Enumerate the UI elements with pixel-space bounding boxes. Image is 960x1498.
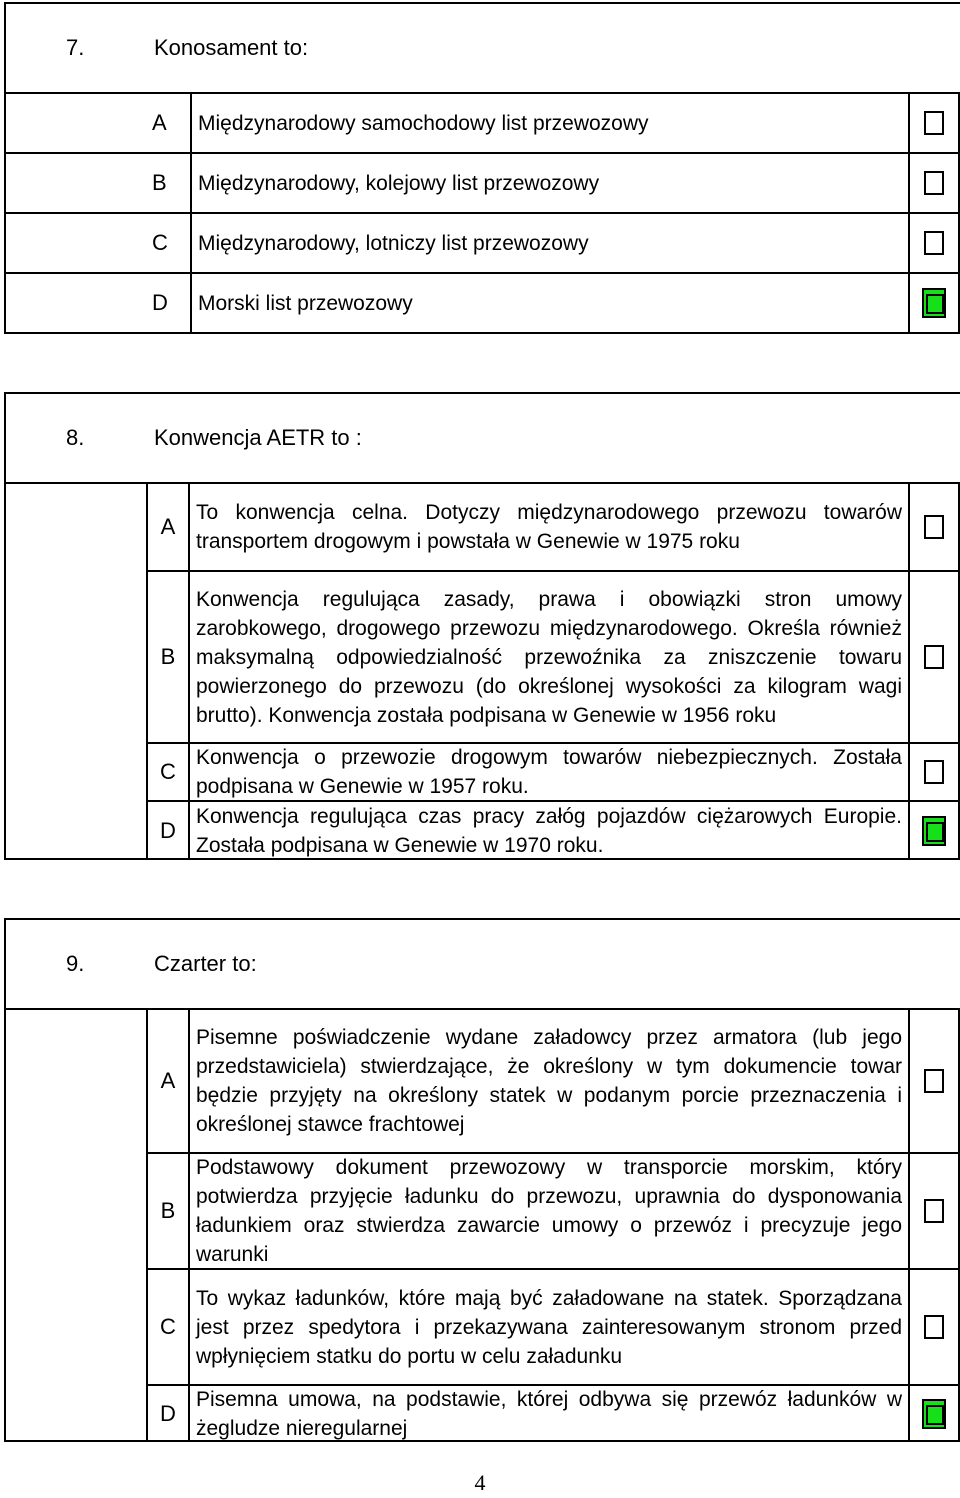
checkbox-cell[interactable] [908, 1386, 960, 1442]
option-letter: C [148, 744, 190, 800]
option-row [148, 1386, 960, 1442]
checkbox-empty[interactable] [924, 171, 944, 195]
question-number: 9. [66, 951, 85, 976]
checkbox-cell[interactable] [908, 214, 960, 272]
option-row [148, 744, 960, 802]
option-row [148, 1154, 960, 1270]
question-header [6, 920, 960, 1010]
checkbox-empty[interactable] [924, 760, 944, 784]
option-text: Międzynarodowy samochodowy list przewozowy [198, 111, 649, 135]
checkbox-empty[interactable] [924, 515, 944, 539]
checkbox-checked[interactable] [922, 816, 946, 846]
option-text: To konwencja celna. Dotyczy międzynarodowego przewozu towarów transportem drogowym i powstała w Genewie w 1975 roku [196, 501, 902, 553]
checkbox-cell[interactable] [908, 274, 960, 332]
checkbox-cell[interactable] [908, 1154, 960, 1268]
option-text: Międzynarodowy, kolejowy list przewozowy [198, 171, 600, 195]
checkbox-cell[interactable] [908, 1010, 960, 1152]
option-row [6, 94, 960, 154]
checkbox-cell[interactable] [908, 802, 960, 860]
checkbox-cell[interactable] [908, 572, 960, 742]
checkbox-cell[interactable] [908, 94, 960, 152]
option-row [148, 1270, 960, 1386]
option-text: Konwencja o przewozie drogowym towarów niebezpiecznych. Została podpisana w Genewie w 1957 roku. [196, 746, 902, 798]
option-row [6, 274, 960, 332]
checkbox-empty[interactable] [924, 645, 944, 669]
question-title: Konosament to: [154, 35, 309, 60]
option-letter: C [6, 214, 192, 272]
checkbox-empty[interactable] [924, 1199, 944, 1223]
option-text: Konwencja regulująca zasady, prawa i obowiązki stron umowy zarobkowego, drogowego przewozu międzynarodowego. Określa również maksymalną odpowiedzialność przewoźnika za zniszczenie towaru powierzonego do przewozu (do określonej wysokości za kilogram wagi brutto). Konwencja została podpisana w Genewie w 1956 roku [196, 587, 902, 727]
question-title: Czarter to: [154, 951, 257, 976]
checkbox-empty[interactable] [924, 111, 944, 135]
checkbox-cell[interactable] [908, 154, 960, 212]
option-letter: D [6, 274, 192, 332]
option-letter: B [6, 154, 192, 212]
option-row [148, 1010, 960, 1154]
option-text: Morski list przewozowy [198, 291, 413, 315]
page-number: 4 [474, 1470, 486, 1495]
option-letter: B [148, 572, 190, 742]
checkbox-checked[interactable] [922, 288, 946, 318]
question-9 [4, 918, 960, 1442]
checkbox-cell[interactable] [908, 744, 960, 800]
option-text: Podstawowy dokument przewozowy w transporcie morskim, który potwierdza przyjęcie ładunku do przewozu, uprawnia do dysponowania ładunkiem oraz stwierdza zawarcie umowy o przewóz i precyzuje jego warunki [196, 1156, 902, 1266]
option-letter: A [148, 484, 190, 570]
option-letter: A [6, 94, 192, 152]
option-row [6, 154, 960, 214]
question-header [6, 4, 960, 94]
option-letter: A [148, 1010, 190, 1152]
question-title: Konwencja AETR to : [154, 425, 362, 450]
question-header [6, 394, 960, 484]
option-text: To wykaz ładunków, które mają być załadowane na statek. Sporządzana jest przez spedytora i przekazywana zainteresowanym stronom przed wpłynięciem statku do portu w celu załadunku [196, 1286, 902, 1368]
option-row [148, 484, 960, 572]
question-7 [4, 2, 960, 334]
left-spacer [6, 484, 148, 860]
checkbox-cell[interactable] [908, 484, 960, 570]
option-text: Pisemna umowa, na podstawie, której odbywa się przewóz ładunków w żegludze nieregularnej [196, 1388, 902, 1440]
checkbox-checked[interactable] [922, 1399, 946, 1429]
left-spacer [6, 1010, 148, 1442]
question-8 [4, 392, 960, 860]
checkbox-empty[interactable] [924, 1069, 944, 1093]
checkbox-empty[interactable] [924, 231, 944, 255]
option-row [6, 214, 960, 274]
option-letter: C [148, 1270, 190, 1384]
option-row [148, 572, 960, 744]
question-number: 7. [66, 35, 85, 60]
question-number: 8. [66, 425, 85, 450]
option-row [148, 802, 960, 860]
option-text: Konwencja regulująca czas pracy załóg pojazdów ciężarowych Europie. Została podpisana w Genewie w 1970 roku. [196, 805, 902, 857]
option-letter: D [148, 1386, 190, 1442]
option-letter: D [148, 802, 190, 860]
checkbox-empty[interactable] [924, 1315, 944, 1339]
option-letter: B [148, 1154, 190, 1268]
option-text: Międzynarodowy, lotniczy list przewozowy [198, 231, 589, 255]
option-text: Pisemne poświadczenie wydane załadowcy przez armatora (lub jego przedstawiciela) stwierdzające, że określony w tym dokumencie towar będzie przyjęty na określony statek w podanym porcie przeznaczenia i określonej stawce frachtowej [196, 1026, 902, 1136]
checkbox-cell[interactable] [908, 1270, 960, 1384]
